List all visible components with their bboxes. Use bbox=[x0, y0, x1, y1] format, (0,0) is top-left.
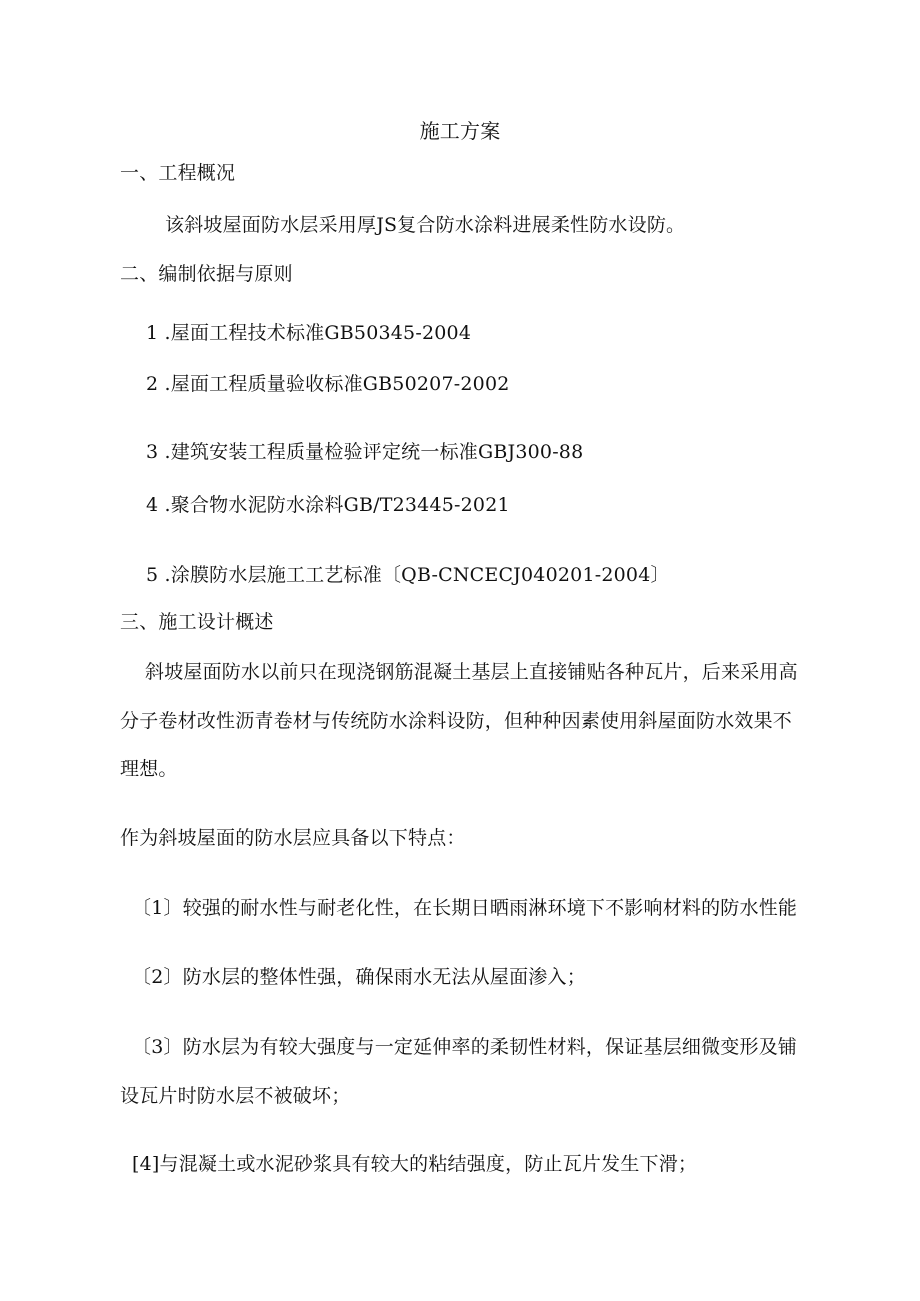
paragraph-line: 理想。 bbox=[120, 758, 178, 780]
section-heading-overview: 一、工程概况 bbox=[120, 162, 236, 184]
reference-item: 2 .屋面工程质量验收标准GB50207-2002 bbox=[146, 373, 510, 395]
reference-item: 3 .建筑安装工程质量检验评定统一标准GBJ300-88 bbox=[146, 441, 584, 463]
paragraph-line: 斜坡屋面防水以前只在现浇钢筋混凝土基层上直接铺贴各种瓦片，后来采用高 bbox=[145, 661, 798, 683]
feature-item-continuation: 设瓦片时防水层不被破坏； bbox=[120, 1085, 351, 1107]
feature-intro: 作为斜坡屋面的防水层应具备以下特点： bbox=[120, 827, 466, 849]
feature-item: 〔1〕较强的耐水性与耐老化性，在长期日晒雨淋环境下不影响材料的防水性能 bbox=[132, 897, 798, 919]
feature-item: [4]与混凝土或水泥砂浆具有较大的粘结强度，防止瓦片发生下滑； bbox=[132, 1153, 698, 1175]
feature-item: 〔2〕防水层的整体性强，确保雨水无法从屋面渗入； bbox=[132, 966, 586, 988]
section-heading-basis: 二、编制依据与原则 bbox=[120, 263, 293, 285]
paragraph-line: 分子卷材改性沥青卷材与传统防水涂料设防，但种种因素使用斜屋面防水效果不 bbox=[120, 710, 793, 732]
reference-item: 4 .聚合物水泥防水涂料GB/T23445-2021 bbox=[146, 494, 510, 516]
reference-item: 1 .屋面工程技术标准GB50345-2004 bbox=[146, 322, 472, 344]
section-heading-design: 三、施工设计概述 bbox=[120, 611, 274, 633]
document-title: 施工方案 bbox=[419, 119, 501, 143]
overview-text: 该斜坡屋面防水层采用厚JS复合防水涂料进展柔性防水设防。 bbox=[165, 214, 686, 236]
reference-item: 5 .涂膜防水层施工工艺标准〔QB-CNCECJ040201-2004〕 bbox=[146, 564, 670, 586]
feature-item: 〔3〕防水层为有较大强度与一定延伸率的柔韧性材料，保证基层细微变形及铺 bbox=[132, 1036, 798, 1058]
